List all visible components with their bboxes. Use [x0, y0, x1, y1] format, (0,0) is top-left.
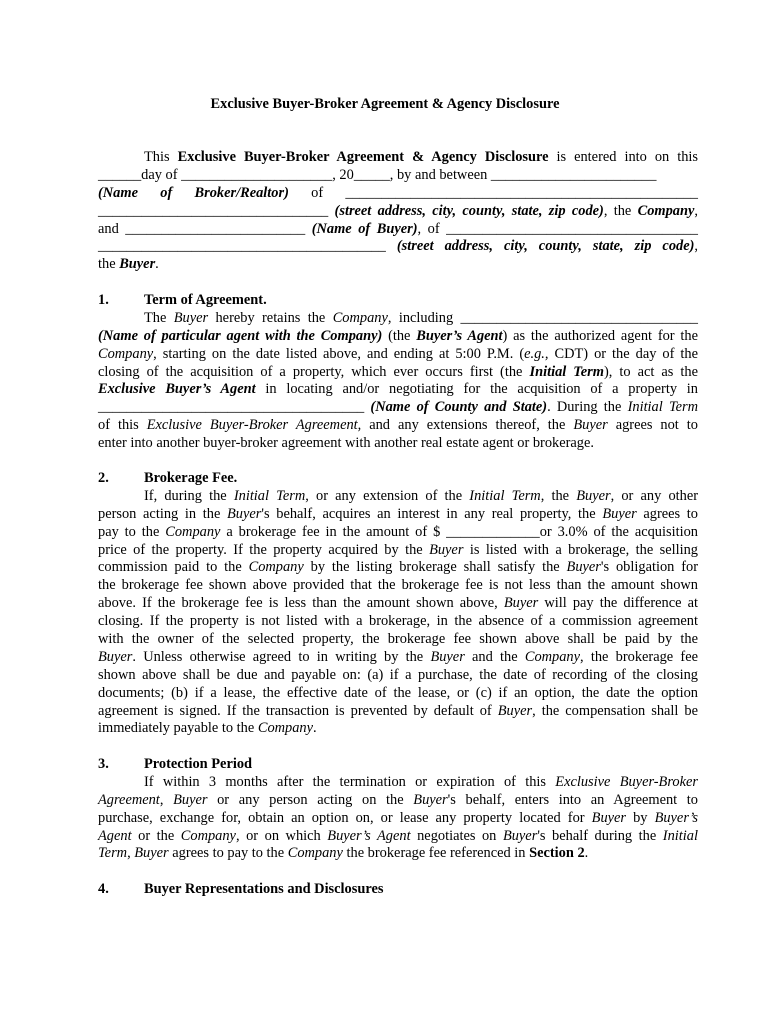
text: CDT) or the day of the	[548, 345, 698, 362]
text: Buyer	[430, 648, 465, 665]
text: Initial Term	[627, 399, 698, 416]
text: enter into another buyer-broker agreement with another real estate agent or brokerage.	[98, 435, 594, 452]
text: agrees to	[636, 505, 698, 522]
text: Agent	[98, 827, 132, 844]
text: or the	[131, 827, 181, 844]
body-line	[98, 792, 698, 810]
text: ,	[127, 845, 135, 862]
text: purchase, exchange for, obtain an option on, or lease any property located for	[98, 809, 592, 826]
text: hereby retains the	[208, 309, 333, 326]
text: Buyer	[173, 309, 209, 326]
text: the brokerage fee referenced in	[342, 845, 530, 862]
text: by the listing brokerage shall satisfy the	[303, 559, 567, 576]
text: pay to the	[98, 523, 166, 540]
text: the brokerage fee shown above provided that the brokerage fee is not less than the amount shown	[98, 577, 698, 594]
body-line	[98, 381, 698, 399]
buyer-name-label: (Name of Buyer)	[311, 220, 418, 237]
text: the	[98, 256, 120, 273]
section-2	[98, 470, 698, 738]
agent-name-label: (Name of particular agent with the Company)	[98, 327, 383, 344]
text: 's behalf, enters into an Agreement to	[447, 791, 698, 808]
body-line	[98, 364, 698, 382]
section-heading	[98, 292, 698, 310]
text: Company	[165, 523, 221, 540]
text: e.g.,	[524, 345, 549, 362]
text: Company	[332, 309, 388, 326]
body-line	[98, 703, 698, 721]
text: Exclusive Buyer-Broker	[555, 773, 698, 790]
text: 's behalf during the	[537, 827, 663, 844]
blank: ________________________________	[98, 202, 335, 219]
text: ) as the authorized agent for the	[502, 327, 698, 344]
text: . During the	[547, 399, 628, 416]
text: , the brokerage fee	[580, 648, 698, 665]
section-4	[98, 881, 698, 899]
text: closing. If the property is not listed with a brokerage, in the absence of a commission agreement	[98, 613, 698, 630]
text: Term	[98, 845, 128, 862]
text: ,	[694, 238, 698, 255]
body-line	[98, 810, 698, 828]
body-line	[98, 542, 698, 560]
text: ,	[694, 202, 698, 219]
text: commission paid to the	[98, 559, 249, 576]
intro-line	[98, 221, 698, 239]
intro-line	[98, 238, 698, 256]
body-line	[98, 399, 698, 417]
body-line	[98, 667, 698, 685]
text: price of the property. If the property acquired by the	[98, 541, 430, 558]
text: Buyer	[566, 559, 601, 576]
text: , including _________________________________	[387, 309, 698, 326]
text: Buyer	[98, 648, 133, 665]
text: Buyer	[602, 505, 637, 522]
text: .	[584, 845, 589, 862]
text: closing of the acquisition of a property, which ever occurs first (the	[98, 363, 530, 380]
buyer-address-label: (street address, city, county, state, zip code)	[396, 238, 695, 255]
blank: and _________________________	[98, 220, 312, 237]
text: (the	[382, 327, 417, 344]
text: and any extensions thereof, the	[361, 417, 574, 434]
text: 's obligation for	[600, 559, 698, 576]
text: and the	[464, 648, 525, 665]
section-heading	[98, 470, 698, 488]
text: agreement is signed. If the transaction is prevented by default of	[98, 702, 498, 719]
text: Agreement	[98, 791, 160, 808]
blank: ________________________________________	[98, 238, 397, 255]
body-line	[98, 631, 698, 649]
section-number: 3.	[98, 756, 109, 772]
body-line	[98, 649, 698, 667]
body-line	[98, 845, 698, 863]
section-number: 2.	[98, 470, 109, 486]
text: , or on which	[235, 827, 328, 844]
text: ), to act as the	[603, 363, 698, 380]
text: Buyer	[497, 702, 533, 719]
text: Buyer	[173, 791, 208, 808]
text: 's behalf, acquires an interest in any real property, the	[261, 505, 603, 522]
body-line	[98, 595, 698, 613]
text: shown above shall be due and payable on: (a) if a purchase, the date of recording of the closing	[98, 666, 698, 683]
text: Exclusive Buyer’s Agent	[98, 381, 256, 398]
text: Initial Term	[529, 363, 604, 380]
company-term: Company	[637, 202, 695, 219]
text: Company	[524, 648, 581, 665]
text: will pay the difference at	[538, 595, 698, 612]
agreement-name: Exclusive Buyer-Broker Agreement & Agency Disclosure	[177, 149, 549, 165]
text: Initial Term	[233, 487, 306, 504]
company-address-label: (street address, city, county, state, zip code)	[334, 202, 604, 219]
section-1	[98, 292, 698, 453]
text: Exclusive Buyer-Broker Agreement,	[146, 417, 362, 434]
text: or any person acting on the	[207, 791, 414, 808]
text: person acting in the	[98, 505, 228, 522]
text: is listed with a brokerage, the selling	[463, 541, 698, 558]
text: .	[155, 256, 159, 273]
text: above. If the brokerage fee is less than the amount shown above,	[98, 595, 504, 612]
body-line	[98, 685, 698, 703]
text: Initial	[662, 827, 698, 844]
text: Company	[287, 845, 343, 862]
body-line	[98, 346, 698, 364]
text: Buyer	[502, 827, 538, 844]
section-heading	[98, 881, 698, 899]
buyer-term: Buyer	[119, 256, 156, 273]
text: . Unless otherwise agreed to in writing by the	[132, 648, 431, 665]
text: , the	[540, 487, 577, 504]
date-parties-blank: ______day of _____________________, 20_____, by and between _______________________	[98, 166, 657, 183]
section-title: Protection Period	[144, 756, 253, 772]
broker-address-blank: of _________________________________________________	[288, 184, 698, 201]
text: Initial Term	[469, 487, 541, 504]
intro-paragraph	[98, 149, 698, 274]
text: of this	[98, 417, 147, 434]
body-line	[98, 310, 698, 328]
text: documents; (b) if a lease, the effective date of the lease, or (c) if an option, the date the option	[98, 684, 698, 701]
text: If, during the	[144, 487, 234, 504]
text: Buyer	[576, 487, 611, 504]
text: Company	[248, 559, 304, 576]
text: by	[626, 809, 655, 826]
text: immediately payable to the	[98, 720, 258, 737]
text: agrees not to	[607, 417, 698, 434]
section-title: Term of Agreement.	[144, 292, 267, 308]
text: Buyer’s Agent	[327, 827, 411, 844]
text: , starting on the date listed above, and ending at 5:00 P.M. (	[153, 345, 525, 362]
body-line	[98, 417, 698, 435]
text: is entered into on this	[548, 149, 699, 165]
text: , or any other	[610, 487, 699, 504]
text: .	[313, 720, 317, 737]
section-number: 1.	[98, 292, 109, 308]
body-line	[98, 613, 698, 631]
body-line	[98, 559, 698, 577]
intro-line	[98, 149, 698, 167]
text: Buyer	[134, 845, 169, 862]
fee-amount-blank: a brokerage fee in the amount of $ _____________or 3.0% of the acquisition	[220, 523, 698, 540]
text: Company	[180, 827, 236, 844]
body-line	[98, 720, 698, 738]
text: Buyer	[429, 541, 464, 558]
text: , the compensation shall be	[532, 702, 699, 719]
county-state-label: (Name of County and State)	[370, 399, 548, 416]
text: ,	[159, 791, 174, 808]
body-line	[98, 506, 698, 524]
broker-name-label: (Name of Broker/Realtor)	[98, 184, 289, 201]
text: Buyer	[591, 809, 627, 826]
text: If within 3 months after the termination or expiration of this	[144, 773, 556, 790]
body-line	[98, 828, 698, 846]
intro-line	[98, 167, 698, 185]
section-reference: Section 2	[529, 845, 585, 862]
text: with the owner of the selected property, the brokerage fee shown above shall be paid by the	[98, 631, 698, 648]
intro-line	[98, 256, 698, 274]
text: agrees to pay to the	[168, 845, 288, 862]
text: Buyer	[227, 505, 262, 522]
text: , or any extension of the	[305, 487, 470, 504]
body-line	[98, 488, 698, 506]
text: Buyer’s Agent	[416, 327, 503, 344]
text: The	[144, 309, 174, 326]
section-title: Buyer Representations and Disclosures	[144, 881, 384, 897]
text: Buyer	[573, 417, 608, 434]
document-title: Exclusive Buyer-Broker Agreement & Agency Disclosure	[210, 96, 560, 112]
section-3	[98, 756, 698, 863]
intro-line	[98, 203, 698, 221]
text: Company	[98, 345, 154, 362]
text: _____________________________________	[98, 399, 371, 416]
section-heading	[98, 756, 698, 774]
body-line	[98, 524, 698, 542]
body-line	[98, 435, 698, 453]
text: Buyer	[503, 595, 539, 612]
text: Buyer	[413, 791, 448, 808]
text: Company	[257, 720, 314, 737]
intro-line	[98, 185, 698, 203]
text: , the	[603, 202, 638, 219]
text: , of ___________________________________	[417, 220, 698, 237]
text: This	[144, 149, 178, 165]
body-line	[98, 774, 698, 792]
body-line	[98, 577, 698, 595]
text: Buyer’s	[654, 809, 698, 826]
text: in locating and/or negotiating for the acquisition of a property in	[255, 381, 698, 398]
section-title: Brokerage Fee.	[144, 470, 238, 486]
text: negotiates on	[410, 827, 503, 844]
body-line	[98, 328, 698, 346]
section-number: 4.	[98, 881, 109, 897]
